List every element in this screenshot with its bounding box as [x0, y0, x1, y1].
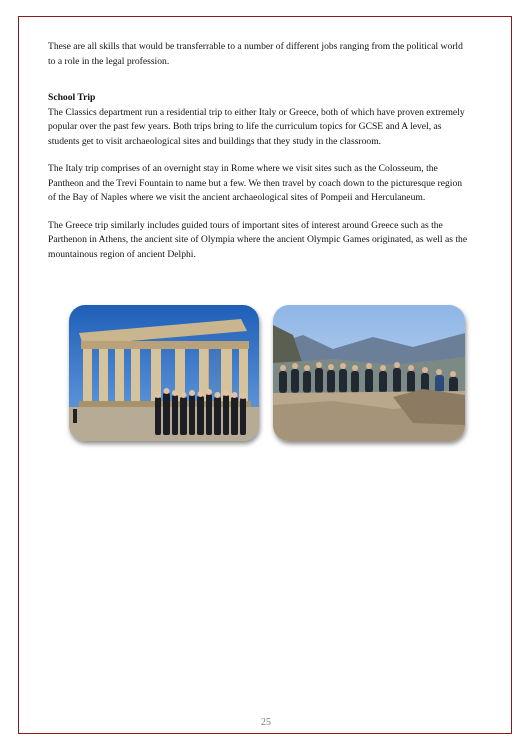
page-number: 25 — [261, 717, 271, 728]
page-content — [48, 40, 468, 275]
photo-row — [67, 305, 467, 445]
intro-paragraph: These are all skills that would be transferrable to a number of different jobs ranging from the political world to a role in the legal profession. — [48, 41, 463, 67]
delphi-photo — [273, 305, 465, 441]
section-heading-school-trip: School Trip — [48, 92, 96, 103]
school-trip-paragraph-1: The Classics department run a residential trip to either Italy or Greece, both of which have proven extremely popular over the past few years. Both trips bring to life the curriculum topics for GCSE and A level, as students get to visit archaeological sites and buildings that they study in the classroom. — [48, 106, 465, 147]
school-trip-paragraph-2: The Italy trip comprises of an overnight stay in Rome where we visit sites such as the Colosseum, the Pantheon and the Trevi Fountain to name but a few. We then travel by coach down to the picturesque region of the Bay of Naples where we visit the ancient archaeological sites of Pompeii and Herculaneum. — [48, 163, 463, 203]
school-trip-paragraph-3: The Greece trip similarly includes guided tours of important sites of interest around Greece such as the Parthenon in Athens, the ancient site of Olympia where the ancient Olympic Games originated, as well as the mountainous region of ancient Delphi. — [48, 219, 468, 260]
parthenon-photo — [69, 305, 259, 441]
